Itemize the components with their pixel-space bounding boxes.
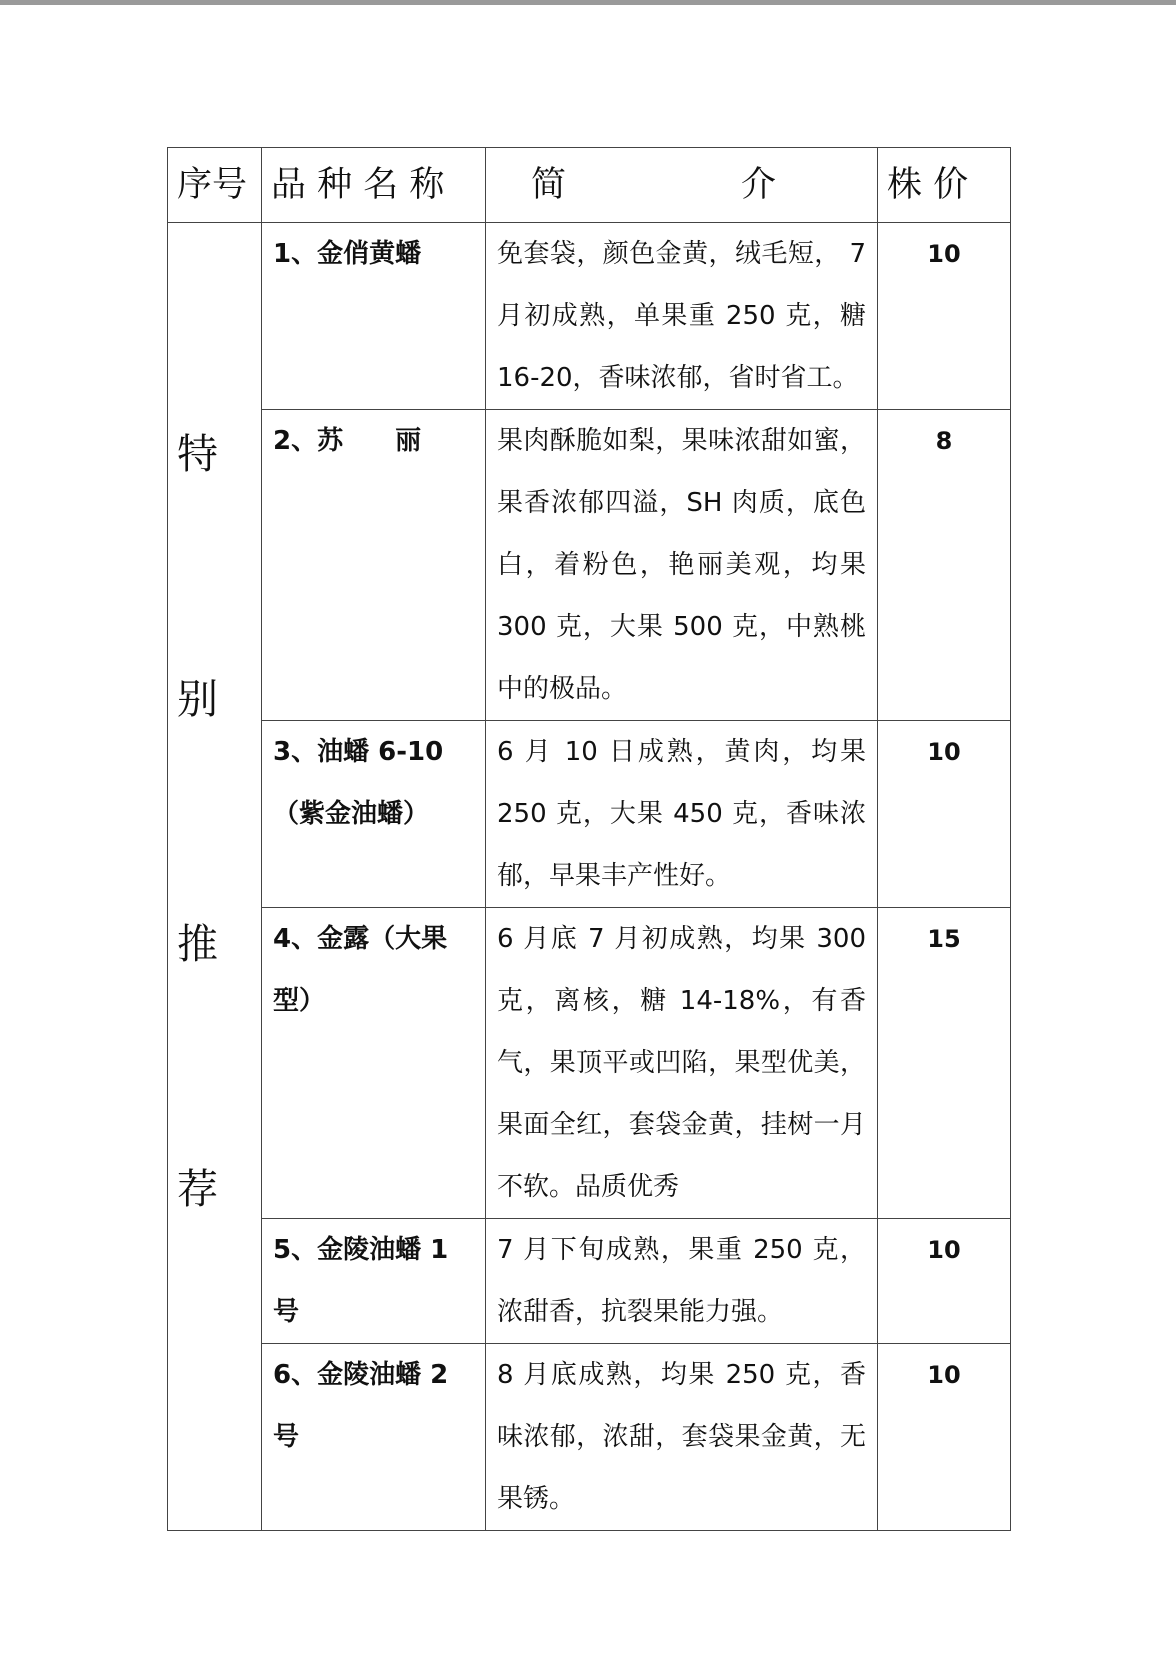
table-row	[168, 1344, 1011, 1531]
variety-price-table	[167, 147, 1011, 1531]
variety-name: 1、金俏黄蟠	[262, 223, 486, 410]
variety-price: 15	[878, 908, 1011, 1219]
category-char: 别	[177, 675, 218, 723]
table-row	[168, 410, 1011, 721]
variety-name: 2、苏 丽	[262, 410, 486, 721]
variety-name: 6、金陵油蟠 2 号	[262, 1344, 486, 1531]
variety-description: 6 月 10 日成熟，黄肉，均果 250 克，大果 450 克，香味浓郁，早果丰产性好。	[486, 721, 878, 908]
header-index: 序号	[168, 148, 262, 223]
header-variety-name: 品 种 名 称	[262, 148, 486, 223]
variety-description: 6 月底 7 月初成熟，均果 300 克，离核，糖 14-18%，有香气，果顶平或凹陷，果型优美，果面全红，套袋金黄，挂树一月不软。品质优秀	[486, 908, 878, 1219]
category-char: 荐	[177, 1165, 218, 1213]
variety-price: 10	[878, 223, 1011, 410]
variety-name: 3、油蟠 6-10（紫金油蟠）	[262, 721, 486, 908]
category-char: 特	[177, 430, 218, 478]
variety-description: 8 月底成熟，均果 250 克，香味浓郁，浓甜，套袋果金黄，无果锈。	[486, 1344, 878, 1531]
variety-description: 免套袋，颜色金黄，绒毛短， 7 月初成熟，单果重 250 克，糖 16-20，香味浓郁，省时省工。	[486, 223, 878, 410]
category-cell-special-recommendation	[168, 223, 262, 1531]
table-header-row	[168, 148, 1011, 223]
header-price: 株 价	[878, 148, 1011, 223]
variety-price: 10	[878, 1344, 1011, 1531]
variety-name: 5、金陵油蟠 1 号	[262, 1219, 486, 1344]
table-row	[168, 721, 1011, 908]
table-row	[168, 1219, 1011, 1344]
variety-description: 果肉酥脆如梨，果味浓甜如蜜，果香浓郁四溢，SH 肉质，底色白，着粉色，艳丽美观，均果 300 克，大果 500 克，中熟桃中的极品。	[486, 410, 878, 721]
category-char: 推	[177, 920, 218, 968]
table-row	[168, 908, 1011, 1219]
page-top-rule	[0, 0, 1176, 5]
header-description: 简 介	[486, 148, 878, 223]
variety-price: 10	[878, 1219, 1011, 1344]
variety-name: 4、金露（大果型）	[262, 908, 486, 1219]
variety-description: 7 月下旬成熟，果重 250 克，浓甜香，抗裂果能力强。	[486, 1219, 878, 1344]
variety-price: 8	[878, 410, 1011, 721]
variety-price: 10	[878, 721, 1011, 908]
table-row	[168, 223, 1011, 410]
